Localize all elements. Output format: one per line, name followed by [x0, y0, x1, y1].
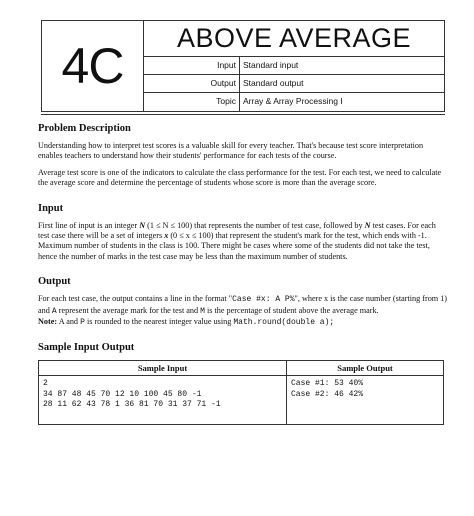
sample-output-header: Sample Output — [287, 361, 444, 376]
sample-output-cell: Case #1: 53 40% Case #2: 46 42% — [287, 376, 444, 425]
meta-row-topic — [144, 93, 444, 111]
section-heading-input: Input — [38, 202, 64, 214]
meta-key: Topic — [144, 93, 240, 111]
section-heading-samples: Sample Input Output — [38, 342, 135, 354]
section-heading-output: Output — [38, 276, 71, 288]
meta-value: Array & Array Processing I — [243, 96, 343, 106]
sample-io-table — [38, 360, 444, 425]
meta-value: Standard output — [243, 78, 304, 88]
problem-title: ABOVE AVERAGE — [144, 21, 444, 57]
problem-code: 4C — [42, 21, 144, 111]
problem-paragraph-1: Understanding how to interpret test scores is a valuable skill for every teacher. That's because test score interpretation enables teachers to understand how their students' performance for each tests of the course. — [38, 141, 424, 161]
problem-header — [41, 20, 445, 112]
problem-body — [38, 123, 448, 425]
meta-row-output — [144, 75, 444, 93]
meta-row-input — [144, 57, 444, 75]
output-paragraph: For each test case, the output contains a line in the format "Case #x: A P%", where x is the case number (starting from 1) and A represent the average mark for the test and M is the percentage of student above the average mark. Note: A and P is rounded to the nearest integer value using Math.round(double a); — [38, 294, 448, 328]
meta-value: Standard input — [243, 60, 299, 70]
header-divider — [41, 114, 445, 115]
meta-key: Input — [144, 57, 240, 74]
problem-paragraph-2: Average test score is one of the indicators to calculate the class performance for the test. For each test, we need to calculate the average score and determine the percentage of students whose score is more than the average score. — [38, 167, 442, 188]
meta-key: Output — [144, 75, 240, 92]
sample-input-cell: 2 34 87 48 45 70 12 10 100 45 80 -1 28 11 62 43 78 1 36 81 70 31 37 71 -1 — [39, 376, 287, 425]
section-heading-problem: Problem Description — [38, 123, 131, 134]
input-paragraph: First line of input is an integer N (1 ≤ N ≤ 100) that represents the number of test case, followed by N test cases. For each test case there will be a set of integers x (0 ≤ x ≤ 100) that represent the student's mark for the test, which ends with -1. Maximum number of students in the class is 100. There might be cases where some of the students did not take the test, hence the number of marks in the test case may be less than the maximum number of students. — [38, 220, 436, 261]
sample-input-header: Sample Input — [39, 361, 287, 376]
